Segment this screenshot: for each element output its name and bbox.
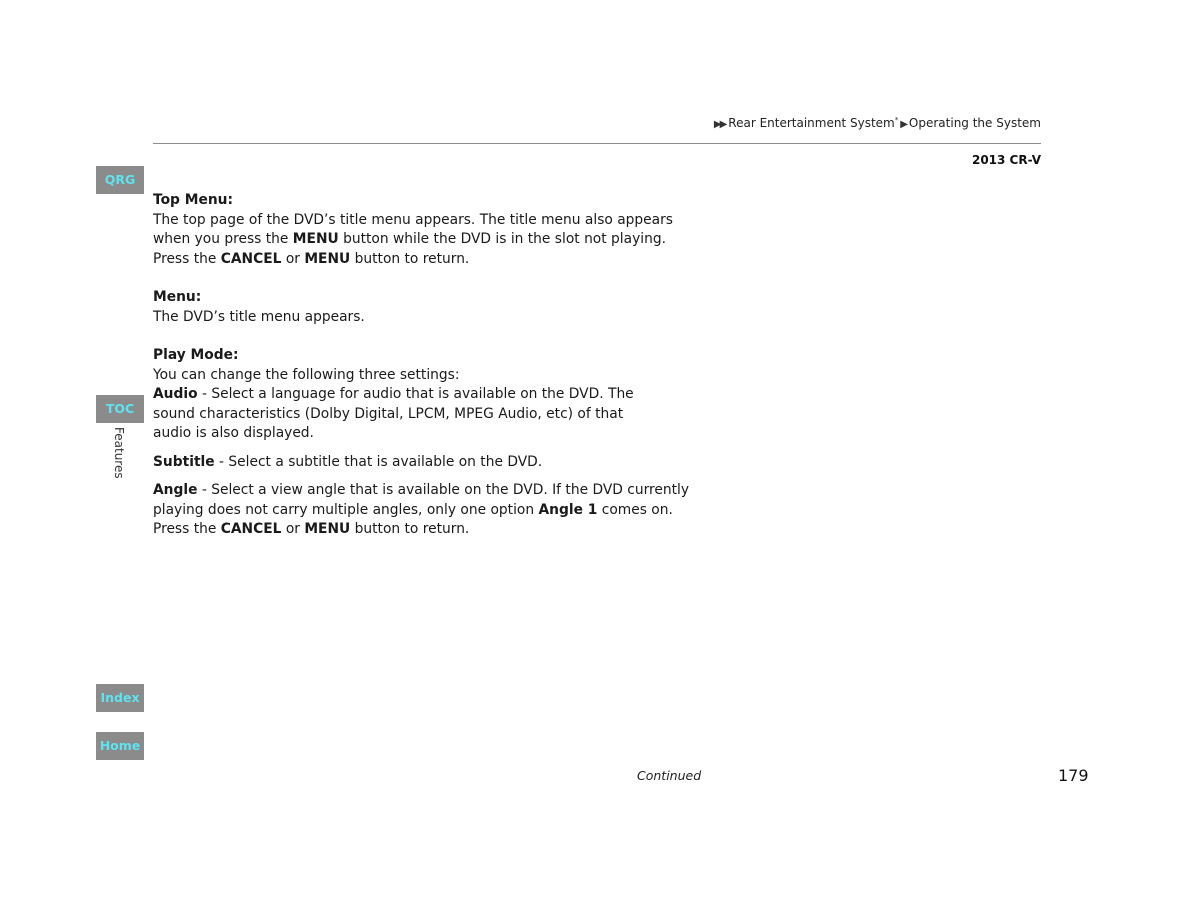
- text-run: button while the DVD is in the slot not playing. Press the: [153, 231, 666, 267]
- menu-heading: Menu:: [153, 289, 202, 305]
- page-content: [153, 191, 713, 540]
- top-menu-description: [153, 211, 683, 270]
- breadcrumb: [714, 116, 1041, 130]
- audio-label: Audio: [153, 386, 198, 402]
- subtitle-label: Subtitle: [153, 453, 215, 470]
- cancel-button-name: CANCEL: [220, 250, 282, 267]
- menu-description: The DVD’s title menu appears.: [153, 308, 365, 325]
- continued-label: Continued: [637, 768, 702, 783]
- breadcrumb-page: Operating the System: [908, 116, 1041, 130]
- subtitle-description: Select a subtitle that is available on the DVD.: [228, 453, 543, 470]
- text-run: button to return.: [350, 521, 470, 537]
- dash: -: [214, 453, 229, 470]
- menu-button-name: MENU: [304, 521, 351, 537]
- text-run: or: [281, 250, 305, 267]
- toc-tab-button[interactable]: TOC: [96, 395, 144, 423]
- home-tab-button[interactable]: Home: [96, 732, 144, 760]
- arrow-right-icon: ▶: [900, 119, 908, 130]
- subtitle-setting: [153, 453, 713, 473]
- angle-1-option: Angle 1: [538, 501, 598, 518]
- qrg-tab-button[interactable]: QRG: [96, 166, 144, 194]
- cancel-button-name: CANCEL: [220, 521, 282, 537]
- model-label: 2013 CR-V: [971, 153, 1041, 167]
- text-run: button to return.: [350, 250, 470, 267]
- section-label-features: Features: [112, 427, 126, 479]
- angle-setting: [153, 481, 698, 540]
- menu-button-name: MENU: [292, 231, 339, 247]
- play-mode-section: [153, 346, 713, 540]
- audio-setting: [153, 385, 643, 444]
- menu-button-name: MENU: [304, 250, 351, 267]
- menu-section: [153, 288, 713, 327]
- text-run: The top page of the DVD’s title menu appears. The title menu also appears when you press the: [153, 211, 673, 247]
- text-run: or: [281, 521, 305, 537]
- option-mark: *: [894, 116, 899, 124]
- dash: -: [197, 386, 212, 402]
- play-mode-intro: You can change the following three settings:: [153, 366, 460, 383]
- header-divider: [153, 143, 1041, 144]
- index-tab-button[interactable]: Index: [96, 684, 144, 712]
- angle-label: Angle: [153, 482, 198, 498]
- page-number: 179: [1058, 766, 1089, 785]
- top-menu-heading: Top Menu:: [153, 192, 233, 208]
- breadcrumb-section[interactable]: Rear Entertainment System: [728, 116, 895, 130]
- play-mode-heading: Play Mode:: [153, 347, 239, 363]
- dash: -: [197, 482, 212, 498]
- top-menu-section: [153, 191, 713, 269]
- double-arrow-right-icon: ▶▶: [713, 119, 726, 130]
- audio-description: Select a language for audio that is available on the DVD. The sound characteristics (Dolby Digital, LPCM, MPEG Audio, etc) of that audio is also displayed.: [153, 386, 634, 441]
- text-run: comes on. Press the: [153, 501, 673, 537]
- text-run: Select a view angle that is available on the DVD. If the DVD currently playing does not carry multiple angles, only one option: [153, 482, 690, 518]
